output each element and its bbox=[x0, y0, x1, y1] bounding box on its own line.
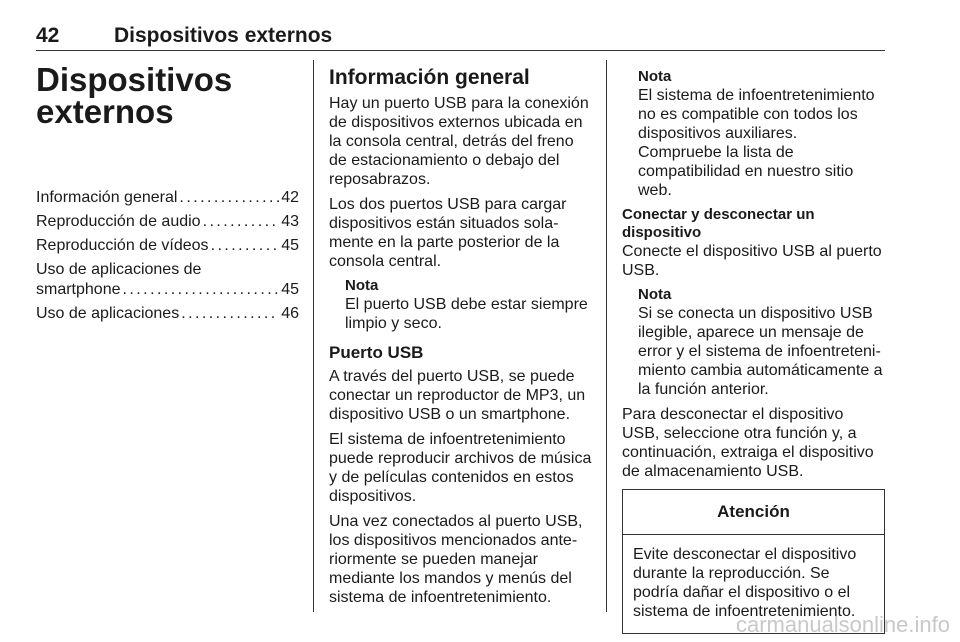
column-right bbox=[622, 60, 885, 634]
toc-page: 43 bbox=[281, 213, 299, 230]
toc-leader bbox=[211, 236, 280, 256]
column-middle bbox=[329, 60, 592, 613]
toc-entry[interactable] bbox=[36, 260, 299, 300]
note-box bbox=[329, 277, 592, 333]
subsection-heading: Puerto USB bbox=[329, 343, 424, 362]
toc-page: 45 bbox=[281, 281, 299, 298]
section-heading: Información general bbox=[329, 66, 530, 89]
watermark: carmanualsonline.info bbox=[735, 612, 950, 637]
note-label: Nota bbox=[638, 286, 672, 303]
toc-label: smartphone bbox=[36, 281, 121, 298]
subsection-heading: Conectar y desconectar un dispositivo bbox=[622, 206, 815, 241]
note-label: Nota bbox=[638, 68, 672, 85]
paragraph: El sistema de infoentretenimiento puede reproducir archivos de música y de películas contenidos en estos dispositivos. bbox=[329, 431, 592, 505]
running-title: Dispositivos externos bbox=[114, 24, 333, 47]
toc-label: Reproducción de audio bbox=[36, 213, 201, 230]
toc-label: Reproducción de vídeos bbox=[36, 237, 209, 254]
toc-page: 42 bbox=[281, 189, 299, 206]
warning-text: Evite desconectar el dispositivo durante la reproducción. Se podría dañar el dispositivo o el sistema de infoentretenimiento. bbox=[633, 546, 857, 620]
column-left bbox=[36, 60, 299, 328]
toc-label-line1: Uso de aplicaciones de bbox=[36, 261, 202, 278]
column-divider bbox=[606, 60, 607, 612]
note-text: El sistema de infoentretenimiento no es compatible con todos los dispositivos auxiliares. Compruebe la lista de compatibilidad en nuestro sitio web. bbox=[638, 87, 875, 199]
toc-leader bbox=[203, 212, 280, 232]
column-divider bbox=[313, 60, 314, 612]
paragraph: Para desconectar el dispositivo USB, seleccione otra función y, a continuación, extraiga el dispositivo de almacenamiento USB. bbox=[622, 406, 874, 480]
paragraph: Hay un puerto USB para la conexión de dispositivos externos ubicada en la consola central, detrás del freno de estacionamiento o debajo del reposabrazos. bbox=[329, 95, 589, 188]
paragraph: A través del puerto USB, se puede conectar un reproductor de MP3, un dispositivo USB o un smartphone. bbox=[329, 368, 586, 423]
toc-entry[interactable] bbox=[36, 304, 299, 324]
toc-leader bbox=[181, 304, 279, 324]
warning-title: Atención bbox=[623, 490, 884, 535]
paragraph: Conecte el dispositivo USB al puerto USB. bbox=[622, 243, 882, 279]
note-text: Si se conecta un dispositivo USB ilegible, aparece un mensaje de error y el sistema de infoentretenimiento cambia automáticamente a la función anterior. bbox=[638, 305, 883, 398]
toc-leader bbox=[123, 280, 280, 300]
toc-page: 46 bbox=[281, 305, 299, 322]
toc-entry[interactable] bbox=[36, 212, 299, 232]
page-number: 42 bbox=[36, 24, 60, 47]
note-label: Nota bbox=[345, 277, 379, 294]
toc-entry[interactable] bbox=[36, 188, 299, 208]
toc-entry[interactable] bbox=[36, 236, 299, 256]
toc-leader bbox=[179, 188, 279, 208]
page-header bbox=[36, 22, 885, 51]
table-of-contents bbox=[36, 188, 299, 324]
paragraph: Una vez conectados al puerto USB, los dispositivos mencionados anteriormente se pueden manejar mediante los mandos y menús del sistema de infoentretenimiento. bbox=[329, 513, 583, 606]
paragraph: Los dos puertos USB para cargar dispositivos están situados solamente en la parte posterior de la consola central. bbox=[329, 196, 567, 270]
toc-page: 45 bbox=[281, 237, 299, 254]
note-box bbox=[622, 68, 885, 200]
chapter-title: Dispositivos externos bbox=[36, 61, 233, 130]
note-box bbox=[622, 286, 885, 399]
note-text: El puerto USB debe estar siempre limpio y seco. bbox=[345, 296, 588, 332]
toc-label: Uso de aplicaciones bbox=[36, 305, 180, 322]
toc-label: Información general bbox=[36, 189, 178, 206]
